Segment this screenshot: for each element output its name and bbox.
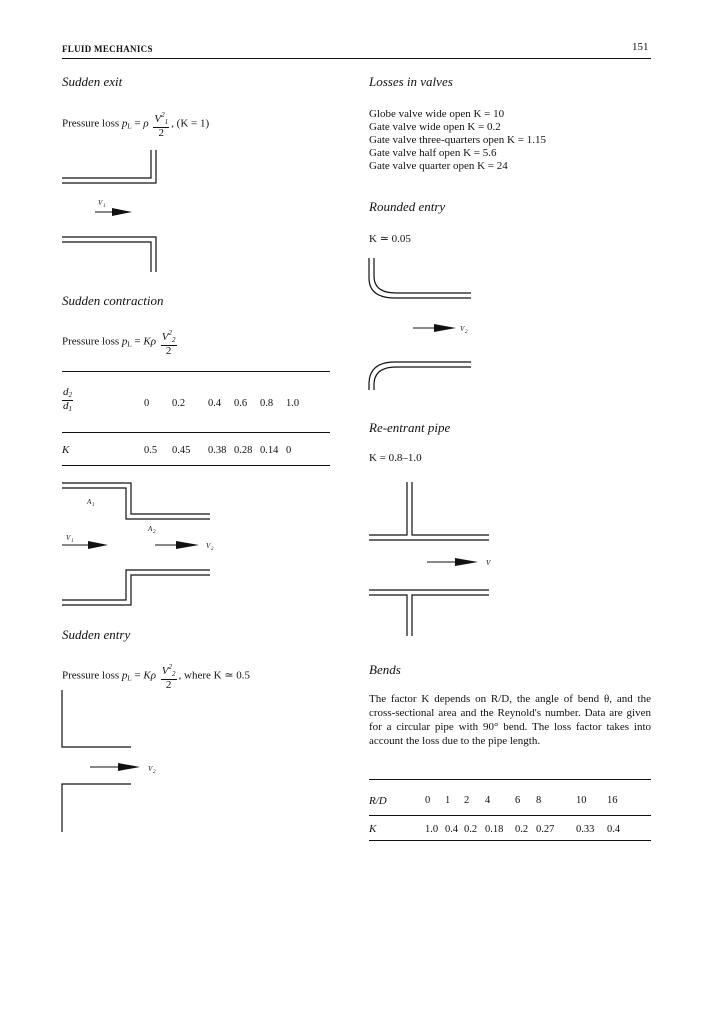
cell: 16 <box>607 794 618 806</box>
bends-table-top-rule <box>369 779 651 780</box>
v2-label: V <box>206 542 211 550</box>
cell: 0.28 <box>234 444 253 456</box>
v1-label: V <box>66 534 71 542</box>
rounded-entry-title: Rounded entry <box>369 199 446 214</box>
sudden-exit-title: Sudden exit <box>62 74 123 89</box>
cell: 0.14 <box>260 444 279 456</box>
cell: 1 <box>445 794 451 806</box>
cell: 0.27 <box>536 823 555 835</box>
svg-text:2: 2 <box>153 530 156 535</box>
cell: 0.38 <box>208 444 227 456</box>
bends-table-mid-rule <box>369 815 651 816</box>
cell: 0.6 <box>234 397 248 409</box>
cell: 10 <box>576 794 587 806</box>
k-label: K <box>369 823 377 835</box>
cell: 0.4 <box>445 823 459 835</box>
re-entrant-k: K = 0.8–1.0 <box>369 452 422 464</box>
a2-label: A <box>148 525 153 533</box>
svg-text:1: 1 <box>71 539 74 544</box>
k-label: K <box>62 444 70 456</box>
cell: 0.8 <box>260 397 274 409</box>
valve-line: Gate valve half open K = 5.6 <box>369 147 497 159</box>
cell: 0.2 <box>464 823 478 835</box>
v-label: V <box>486 559 491 567</box>
formula-prefix: Pressure loss <box>62 335 120 348</box>
sudden-contraction-title: Sudden contraction <box>62 293 164 308</box>
bends-row1 <box>425 789 627 811</box>
losses-in-valves-title: Losses in valves <box>369 74 453 89</box>
svg-text:1: 1 <box>92 503 95 508</box>
cell: 0.4 <box>607 823 621 835</box>
cell: 0.33 <box>576 823 595 835</box>
cell: 6 <box>515 794 521 806</box>
cell: 0 <box>286 444 292 456</box>
valve-line: Gate valve three-quarters open K = 1.15 <box>369 134 546 146</box>
cell: 1.0 <box>425 823 439 835</box>
k-note: where K ≃ 0.5 <box>184 669 251 682</box>
cell: 0.2 <box>515 823 529 835</box>
valve-line: Globe valve wide open K = 10 <box>369 108 505 120</box>
cell: 0 <box>144 397 150 409</box>
sudden-exit-formula: Pressure loss $p_L = \rho$ $\frac{V^2_1}{2}$ , (K = 1) <box>62 111 210 139</box>
svg-text:1: 1 <box>103 204 106 209</box>
bends-paragraph: The factor K depends on R/D, the angle of bend θ, and the cross-sectional area and the Reynold's number. Data are given for a circular pipe with 90° bend. The loss factor takes into account the loss due to the pipe length. <box>369 693 651 747</box>
cell: 8 <box>536 794 542 806</box>
d2-d1-label: $\frac{d_2}{d_1}$ <box>63 386 72 413</box>
bends-table-bottom-rule <box>369 840 651 841</box>
svg-text:2: 2 <box>465 330 468 335</box>
sudden-entry-formula: Pressure loss $p_L = K\rho$ $\frac{V^2_2}{2}$ , where K ≃ 0.5 <box>62 663 251 691</box>
cell: 4 <box>485 794 491 806</box>
cell: 0.5 <box>144 444 158 456</box>
cell: 0.4 <box>208 397 222 409</box>
svg-text:V: V <box>98 199 103 207</box>
v-label: V <box>460 325 465 333</box>
cell: 2 <box>464 794 470 806</box>
svg-text:2: 2 <box>153 770 156 775</box>
running-title: FLUID MECHANICS <box>62 44 153 54</box>
cell: 0 <box>425 794 431 806</box>
cell: 1.0 <box>286 397 300 409</box>
v2-label: V <box>148 765 153 773</box>
k-note: (K = 1) <box>176 117 210 130</box>
sudden-contraction-formula: Pressure loss $p_L = K\rho$ $\frac{V^2_2}{2}$ <box>62 329 176 357</box>
formula-prefix: Pressure loss <box>62 669 120 682</box>
valve-line: Gate valve wide open K = 0.2 <box>369 121 501 133</box>
page-number: 151 <box>632 41 649 53</box>
formula-prefix: Pressure loss <box>62 117 120 130</box>
valve-line: Gate valve quarter open K = 24 <box>369 160 508 172</box>
cell: 0.2 <box>172 397 186 409</box>
bends-row2 <box>425 818 627 840</box>
rd-label: R/D <box>369 795 387 807</box>
cell: 0.18 <box>485 823 504 835</box>
cell: 0.45 <box>172 444 191 456</box>
a1-label: A <box>87 498 92 506</box>
svg-text:2: 2 <box>211 547 214 552</box>
rounded-entry-k: K ≃ 0.05 <box>369 233 411 245</box>
re-entrant-pipe-title: Re-entrant pipe <box>369 420 451 435</box>
sudden-entry-title: Sudden entry <box>62 627 131 642</box>
bends-title: Bends <box>369 662 401 677</box>
